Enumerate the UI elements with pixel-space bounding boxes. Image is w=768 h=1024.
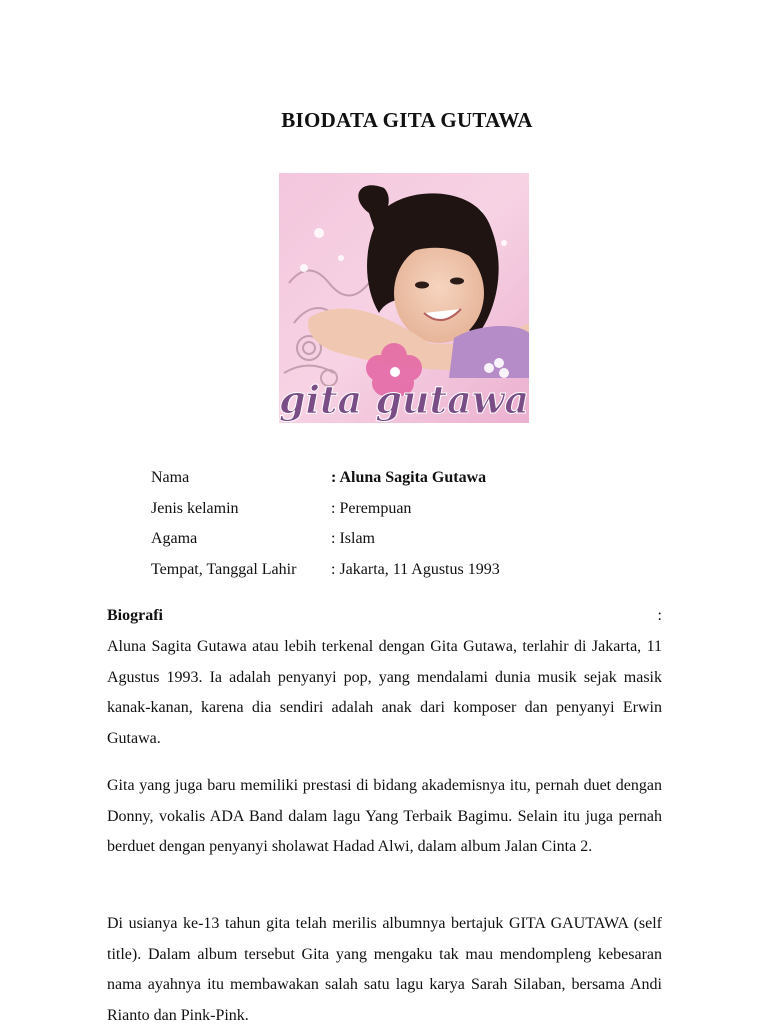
biografi-heading-label: Biografi xyxy=(107,607,163,624)
info-label: Tempat, Tanggal Lahir xyxy=(151,560,297,578)
biografi-paragraph: Di usianya ke-13 tahun gita telah merilis albumnya bertajuk GITA GAUTAWA (self title). Dalam album tersebut Gita yang mengaku tak mau mendompleng kebesaran nama ayahnya itu membawakan salah satu lagu karya Sarah Silaban, bersama Andi Rianto dan Pink-Pink. xyxy=(107,915,662,1024)
info-value: : Perempuan xyxy=(331,499,412,517)
info-row-nama xyxy=(151,466,500,497)
album-cover-photo xyxy=(279,173,529,423)
biografi-paragraph: Gita yang juga baru memiliki prestasi di bidang akademisnya itu, pernah duet dengan Donny, vokalis ADA Band dalam lagu Yang Terbaik Bagimu. Selain itu juga pernah berduet dengan penyanyi sholawat Hadad Alwi, dalam album Jalan Cinta 2. xyxy=(107,777,662,855)
album-logo-text: gita gutawa xyxy=(279,377,529,422)
info-label: Agama xyxy=(151,530,198,547)
info-value: : Jakarta, 11 Agustus 1993 xyxy=(331,560,500,578)
info-value: : Aluna Sagita Gutawa xyxy=(331,469,487,486)
document-title: BIODATA GITA GUTAWA xyxy=(281,108,533,132)
info-row-jenis-kelamin xyxy=(151,497,500,528)
info-value: : Islam xyxy=(331,530,375,547)
biografi-heading xyxy=(107,604,662,628)
info-row-agama xyxy=(151,527,500,558)
biografi-heading-colon: : xyxy=(657,607,662,624)
info-row-tempat-tanggal-lahir xyxy=(151,558,500,589)
personal-info xyxy=(151,466,500,588)
info-label: Nama xyxy=(151,469,190,486)
info-label: Jenis kelamin xyxy=(151,499,239,517)
biografi-paragraph: Aluna Sagita Gutawa atau lebih terkenal dengan Gita Gutawa, terlahir di Jakarta, 11 Agustus 1993. Ia adalah penyanyi pop, yang mendalami dunia musik sejak masik kanak-kanan, karena dia sendiri adalah anak dari komposer dan penyanyi Erwin Gutawa. xyxy=(107,638,662,747)
